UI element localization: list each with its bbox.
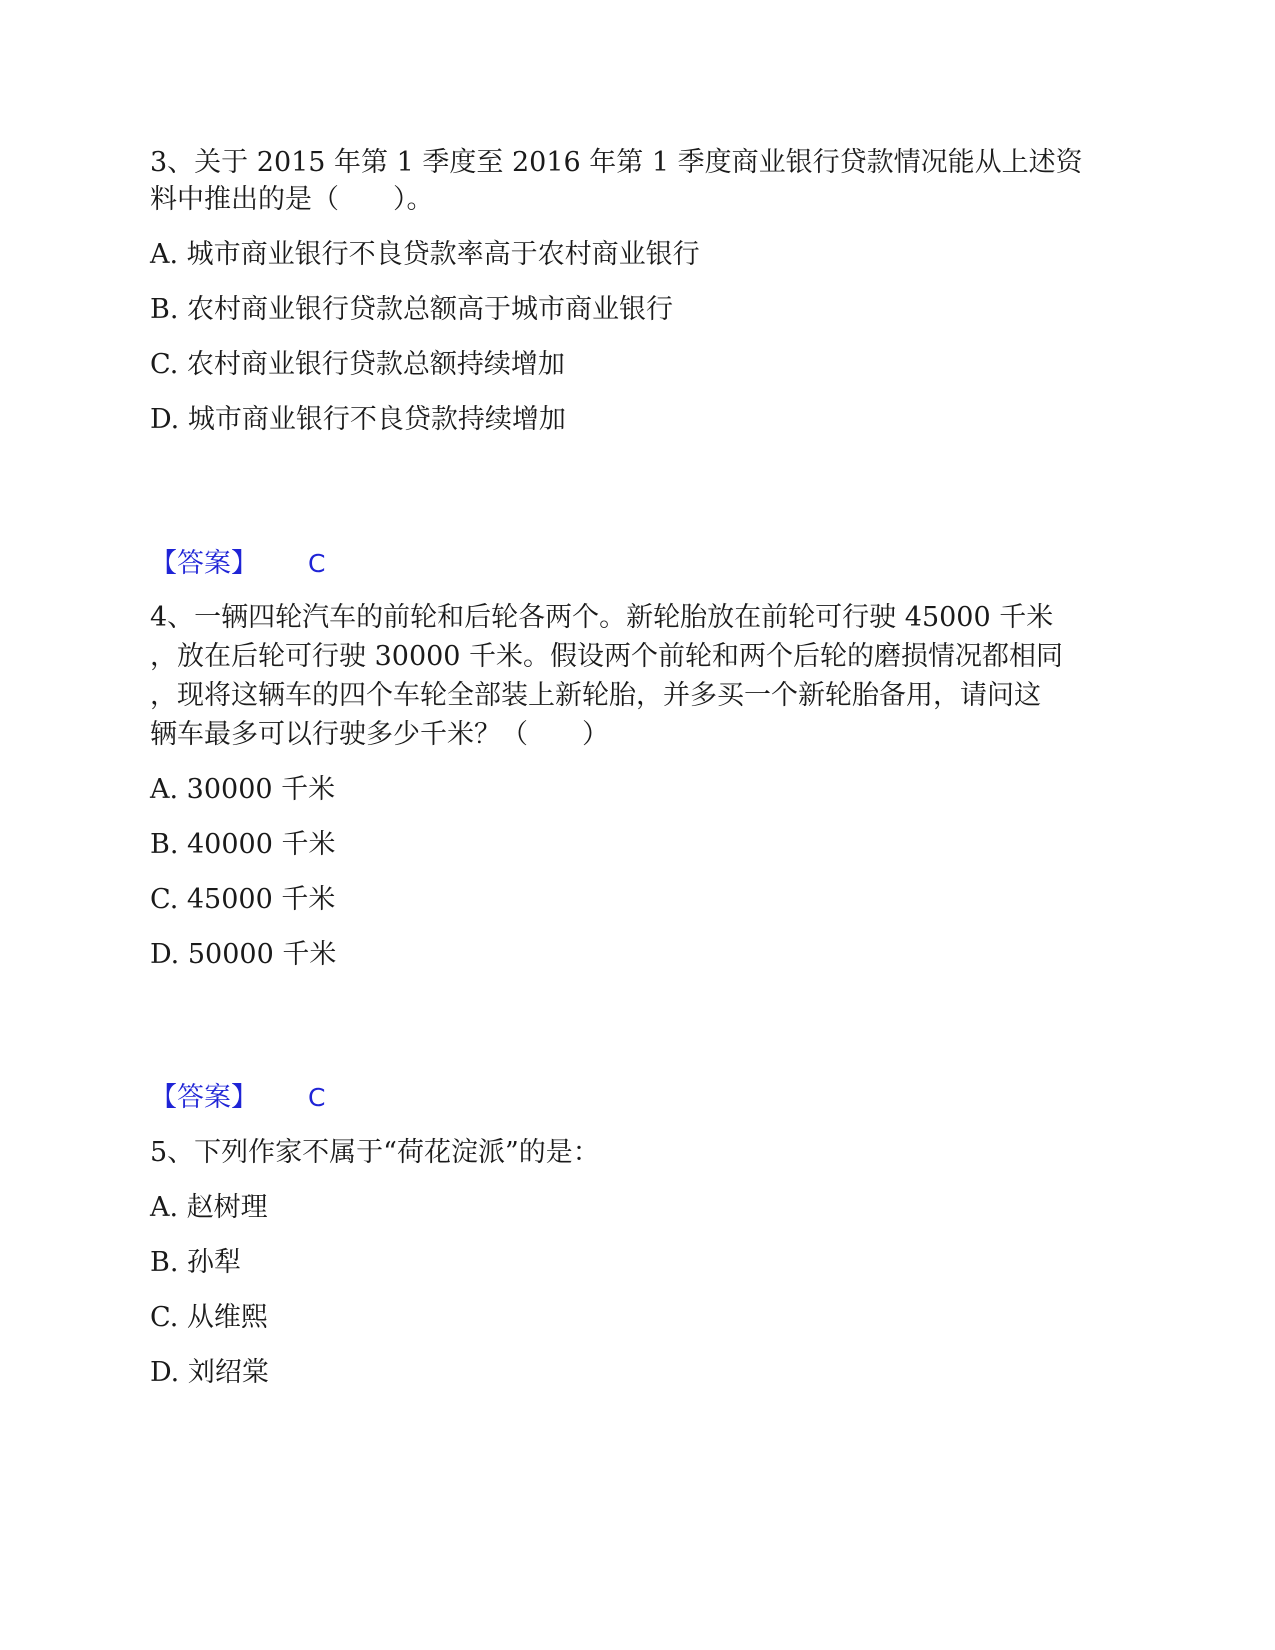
q4-answer: [150, 1078, 325, 1118]
q3-option-d: D. 城市商业银行不良贷款持续增加: [150, 404, 566, 435]
q4-stem-line-3: ，现将这辆车的四个车轮全部装上新轮胎，并多买一个新轮胎备用，请问这: [150, 680, 1041, 711]
q3-answer: [150, 544, 325, 584]
q3-answer-value: C: [308, 549, 326, 578]
q3-option-b: B. 农村商业银行贷款总额高于城市商业银行: [150, 294, 674, 325]
q3-stem-line-1: 3、关于 2015 年第 1 季度至 2016 年第 1 季度商业银行贷款情况能从上述资: [150, 147, 1083, 178]
q5-option-a: A. 赵树理: [150, 1192, 268, 1223]
q3-answer-label: 【答案】: [150, 548, 258, 579]
q3-option-c: C. 农村商业银行贷款总额持续增加: [150, 349, 565, 380]
q5-option-d: D. 刘绍棠: [150, 1357, 269, 1388]
q5-stem-line-1: 5、下列作家不属于“荷花淀派”的是：: [150, 1137, 600, 1168]
q3-option-a: A. 城市商业银行不良贷款率高于农村商业银行: [150, 239, 700, 270]
q4-stem-line-2: ，放在后轮可行驶 30000 千米。假设两个前轮和两个后轮的磨损情况都相同: [150, 641, 1064, 672]
q4-answer-label: 【答案】: [150, 1082, 258, 1113]
q4-option-c: C. 45000 千米: [150, 884, 336, 915]
q4-option-d: D. 50000 千米: [150, 939, 337, 970]
q4-stem-line-4: 辆车最多可以行驶多少千米？（ ）: [150, 719, 609, 750]
q4-option-b: B. 40000 千米: [150, 829, 336, 860]
q4-answer-value: C: [308, 1083, 326, 1112]
q5-option-b: B. 孙犁: [150, 1247, 242, 1278]
q5-option-c: C. 从维熙: [150, 1302, 268, 1333]
q3-stem-line-2: 料中推出的是（ ）。: [150, 184, 434, 215]
q4-option-a: A. 30000 千米: [150, 774, 336, 805]
q4-stem-line-1: 4、一辆四轮汽车的前轮和后轮各两个。新轮胎放在前轮可行驶 45000 千米: [150, 602, 1054, 633]
